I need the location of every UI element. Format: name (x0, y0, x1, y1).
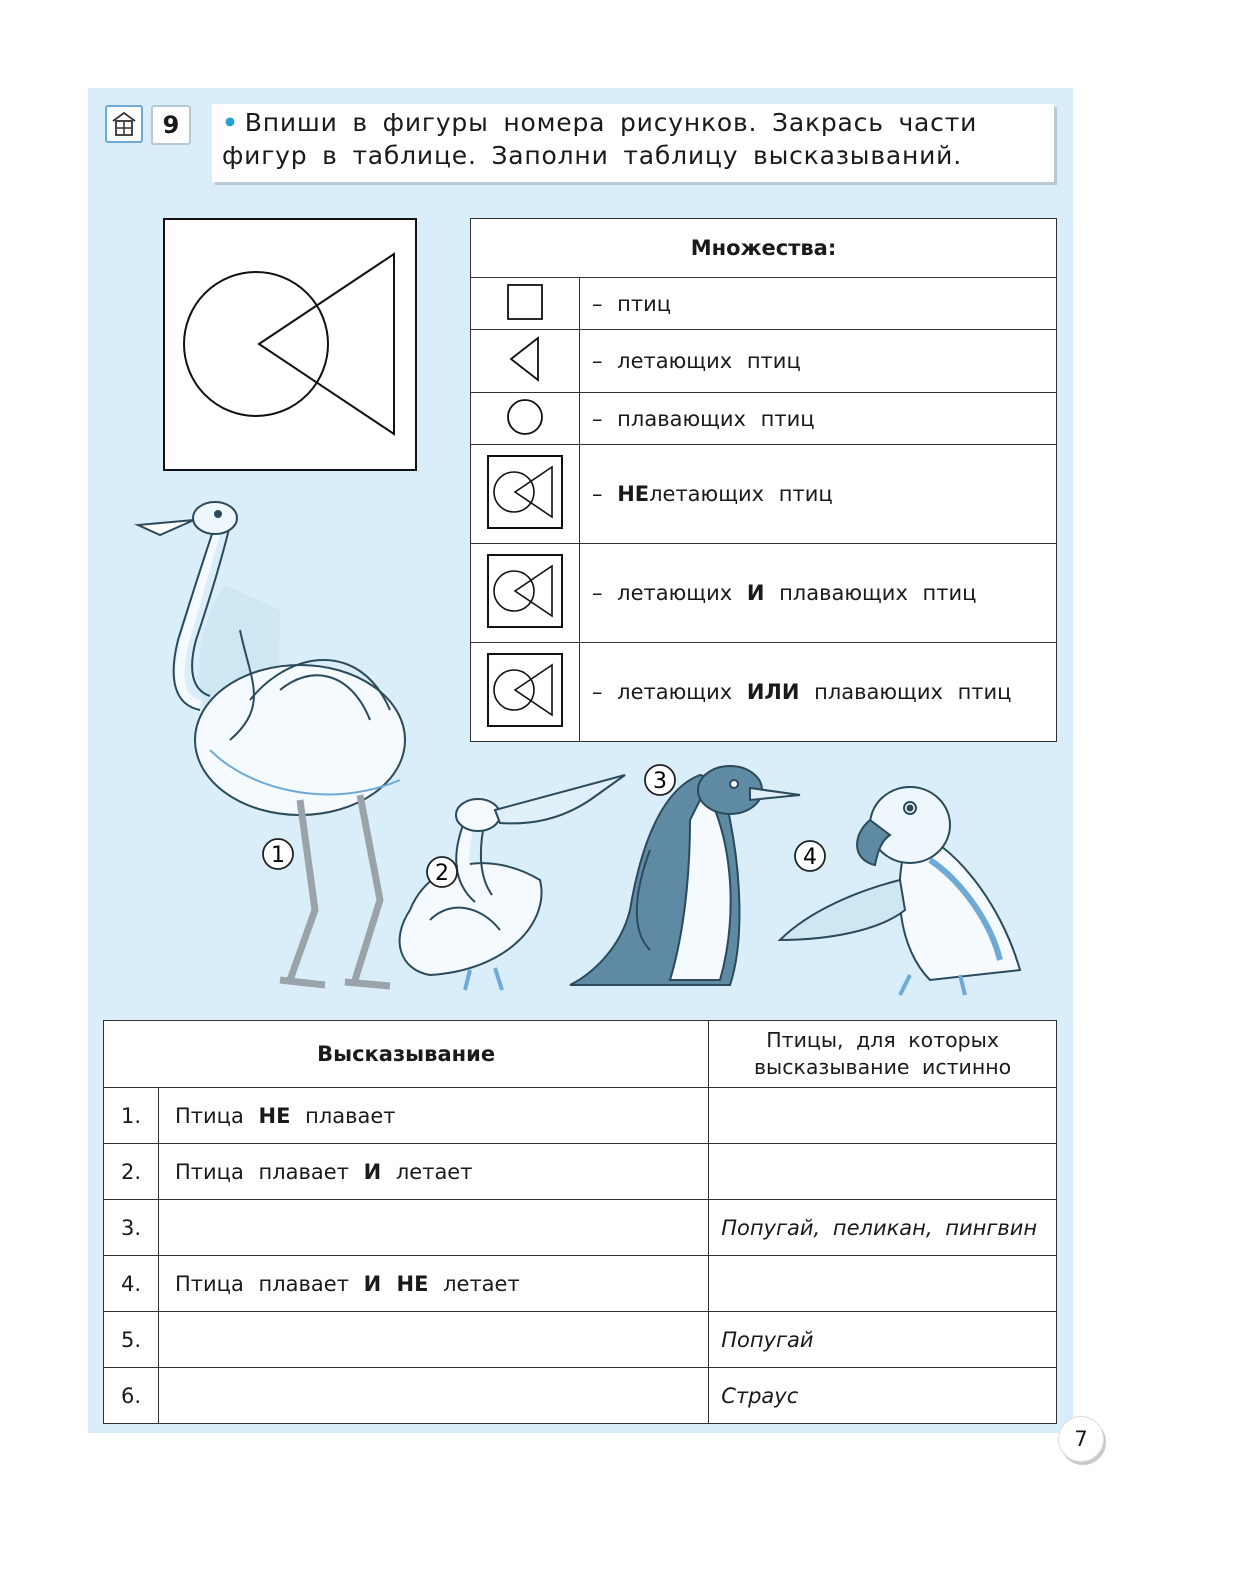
set-label-bold: И (746, 581, 765, 605)
statement-pre: Птица (175, 1103, 259, 1128)
row-number: 3. (104, 1200, 159, 1256)
birds-cell[interactable]: Попугай (709, 1312, 1057, 1368)
table-row (104, 1200, 1057, 1256)
statement-cell[interactable] (159, 1368, 709, 1424)
statement-cell[interactable] (159, 1256, 709, 1312)
sets-table-header: Множества: (471, 219, 1057, 278)
statement-bold: НЕ (258, 1103, 291, 1128)
set-label-pre: – (592, 482, 618, 506)
statement-pre: Птица плавает (175, 1159, 364, 1184)
square-icon (471, 278, 580, 330)
task-line-2: фигур в таблице. Заполни таблицу высказываний. (222, 141, 962, 170)
set-label-post: плавающих птиц (764, 581, 977, 605)
circle-icon (471, 393, 580, 445)
set-label-post: плавающих птиц (799, 680, 1012, 704)
set-label-post: летающих птиц (649, 482, 833, 506)
statement-bold: И НЕ (363, 1271, 429, 1296)
ostrich-illustration (138, 502, 405, 986)
birds-cell[interactable] (709, 1256, 1057, 1312)
row-number: 1. (104, 1088, 159, 1144)
set-label-bold: НЕ (617, 482, 650, 506)
statement-header: Высказывание (104, 1021, 709, 1088)
table-row (104, 1088, 1057, 1144)
statement-cell[interactable] (159, 1312, 709, 1368)
page-number: 7 (1058, 1416, 1104, 1462)
penguin-illustration (570, 766, 800, 985)
bird-number: 1 (271, 843, 285, 868)
statement-bold: И (363, 1159, 382, 1184)
row-number: 5. (104, 1312, 159, 1368)
statement-cell[interactable] (159, 1200, 709, 1256)
bird-number: 3 (653, 769, 667, 794)
set-label-pre: – летающих (592, 581, 747, 605)
bird-number: 2 (435, 861, 449, 886)
row-number: 4. (104, 1256, 159, 1312)
venn-diagram[interactable] (163, 218, 417, 471)
table-row (104, 1256, 1057, 1312)
birds-header (709, 1021, 1057, 1088)
birds-cell[interactable] (709, 1144, 1057, 1200)
statements-table (103, 1020, 1057, 1424)
bullet-icon: • (222, 108, 239, 137)
table-row (104, 1368, 1057, 1424)
row-number: 2. (104, 1144, 159, 1200)
statement-pre: Птица плавает (175, 1271, 364, 1296)
statement-post: летает (428, 1271, 520, 1296)
triangle-icon (471, 330, 580, 393)
bird-number: 4 (803, 845, 817, 870)
set-label: – плавающих птиц (580, 393, 1057, 445)
table-grid-icon (105, 105, 143, 143)
birds-header-line-1: Птицы, для которых (766, 1028, 999, 1052)
exercise-number: 9 (151, 105, 191, 145)
statement-post: летает (381, 1159, 473, 1184)
set-label-pre: – летающих (592, 680, 747, 704)
birds-cell[interactable] (709, 1088, 1057, 1144)
statement-cell[interactable] (159, 1144, 709, 1200)
birds-cell[interactable]: Попугай, пеликан, пингвин (709, 1200, 1057, 1256)
row-number: 6. (104, 1368, 159, 1424)
birds-header-line-2: высказывание истинно (753, 1055, 1012, 1079)
statement-post: плавает (290, 1103, 396, 1128)
table-row (104, 1144, 1057, 1200)
parrot-illustration (780, 787, 1020, 995)
table-row (104, 1312, 1057, 1368)
set-label: – птиц (580, 278, 1057, 330)
statement-cell[interactable] (159, 1088, 709, 1144)
set-label-bold: ИЛИ (746, 680, 800, 704)
task-instructions (212, 104, 1054, 182)
task-line-1: Впиши в фигуры номера рисунков. Закрась части (244, 108, 978, 137)
set-label: – летающих птиц (580, 330, 1057, 393)
birds-cell[interactable]: Страус (709, 1368, 1057, 1424)
birds-illustration (130, 490, 1030, 1010)
